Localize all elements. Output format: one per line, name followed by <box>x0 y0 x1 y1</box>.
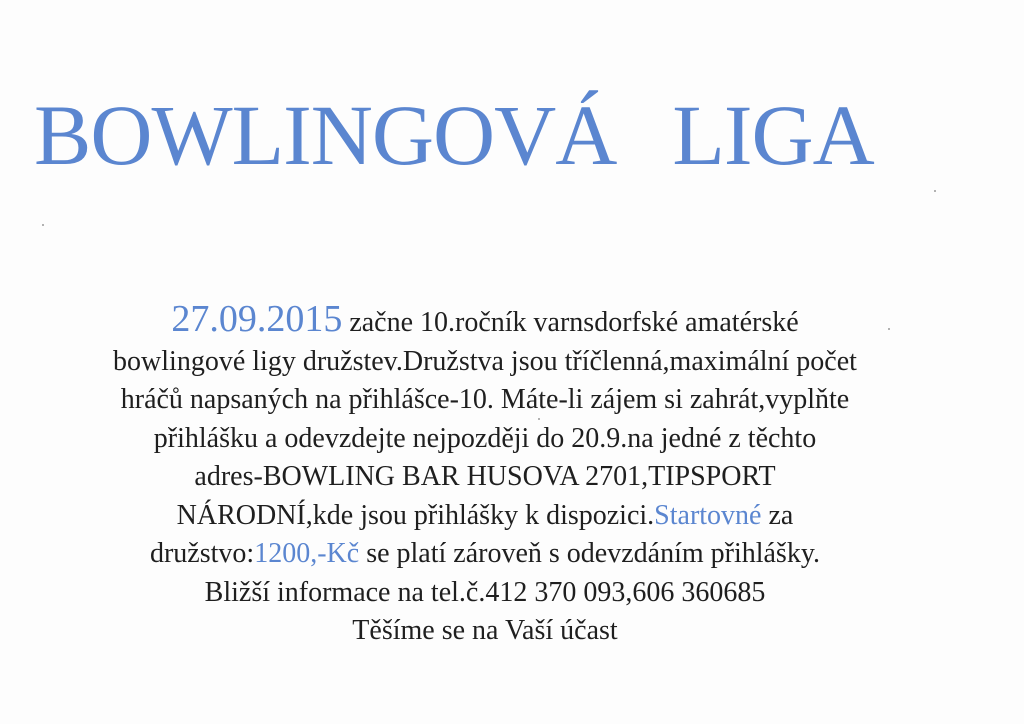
scan-speck <box>888 328 890 330</box>
closing-line: Těšíme se na Vaší účast <box>352 615 618 646</box>
line6-end: za <box>761 499 794 531</box>
scan-speck <box>538 418 540 420</box>
entry-fee-amount: 1200,-Kč <box>254 538 360 569</box>
title-word-bowlingova: BOWLINGOVÁ <box>34 87 617 183</box>
announcement-line-3: hráčů napsaných na přihlášce-10. Máte-li zájem si zahrát,vyplňte <box>120 384 850 415</box>
scan-speck <box>42 224 44 226</box>
line1-text: začne 10.ročník varnsdorfské amatérské <box>342 307 799 338</box>
scan-speck <box>934 190 936 192</box>
page-title <box>34 87 874 183</box>
announcement-body <box>0 300 1024 651</box>
line7-end: se platí zároveň s odevzdáním přihlášky. <box>359 538 821 569</box>
announcement-line-4: přihlášku a odevzdejte nejpozději do 20.9.na jedné z těchto <box>153 422 817 454</box>
announcement-line-1 <box>0 300 1024 343</box>
announcement-line-5: adres-BOWLING BAR HUSOVA 2701,TIPSPORT <box>194 461 776 492</box>
line7-text: družstvo: <box>149 538 255 569</box>
line6-text: NÁRODNÍ,kde jsou přihlášky k dispozici. <box>176 499 655 531</box>
entry-fee-label: Startovné <box>654 499 762 531</box>
announcement-line-6 <box>0 497 1024 536</box>
title-word-liga: LIGA <box>672 87 874 183</box>
start-date: 27.09.2015 <box>171 298 343 340</box>
contact-info-line: Bližší informace na tel.č.412 370 093,606 360685 <box>204 576 766 608</box>
announcement-line-7 <box>0 535 1024 574</box>
announcement-line-2: bowlingové ligy družstev.Družstva jsou tříčlenná,maximální počet <box>113 345 857 377</box>
